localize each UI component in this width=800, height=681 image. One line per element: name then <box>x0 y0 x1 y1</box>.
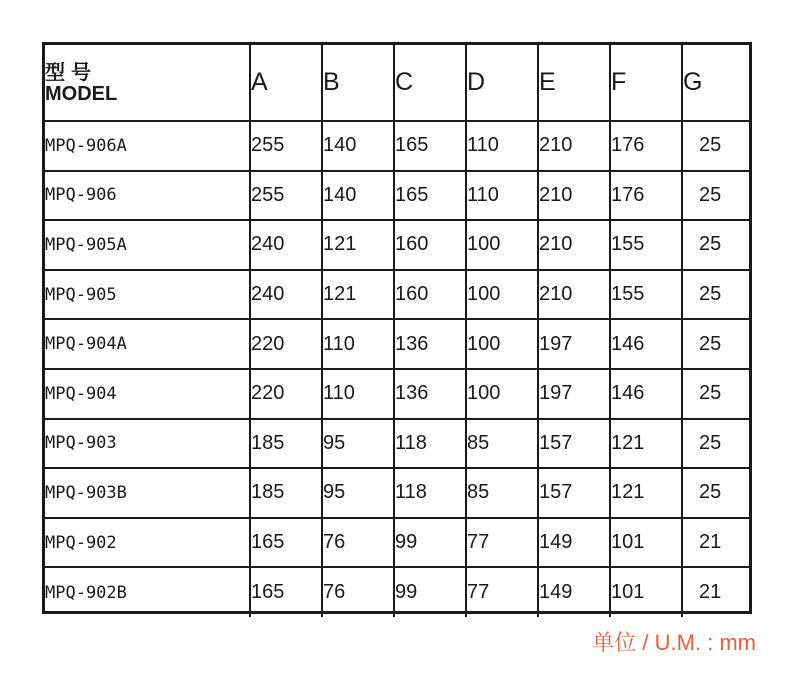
value-cell-g: 25 <box>682 369 749 419</box>
value-cell-c: 118 <box>394 468 466 518</box>
value-cell-e: 210 <box>538 171 610 221</box>
value-cell-b: 140 <box>322 171 394 221</box>
value-cell-b: 76 <box>322 567 394 617</box>
model-cell: MPQ-905A <box>45 220 250 270</box>
value-cell-b: 121 <box>322 270 394 320</box>
value-cell-f: 155 <box>610 270 682 320</box>
value-cell-d: 85 <box>466 419 538 469</box>
value-cell-c: 160 <box>394 220 466 270</box>
value-cell-b: 121 <box>322 220 394 270</box>
value-cell-c: 165 <box>394 121 466 171</box>
model-header-english: MODEL <box>45 82 118 105</box>
value-cell-b: 110 <box>322 319 394 369</box>
value-cell-d: 110 <box>466 121 538 171</box>
value-cell-a: 240 <box>250 220 322 270</box>
model-cell: MPQ-902B <box>45 567 250 617</box>
model-cell: MPQ-904A <box>45 319 250 369</box>
value-cell-e: 149 <box>538 567 610 617</box>
value-cell-a: 185 <box>250 468 322 518</box>
value-cell-e: 210 <box>538 270 610 320</box>
value-cell-e: 157 <box>538 468 610 518</box>
value-cell-b: 95 <box>322 468 394 518</box>
unit-note: 单位 / U.M. : mm <box>592 630 756 655</box>
value-cell-e: 197 <box>538 369 610 419</box>
model-cell: MPQ-904 <box>45 369 250 419</box>
value-cell-b: 110 <box>322 369 394 419</box>
value-cell-d: 77 <box>466 567 538 617</box>
value-cell-b: 140 <box>322 121 394 171</box>
value-cell-g: 25 <box>682 319 749 369</box>
value-cell-a: 165 <box>250 518 322 568</box>
model-cell: MPQ-905 <box>45 270 250 320</box>
value-cell-g: 21 <box>682 567 749 617</box>
value-cell-e: 197 <box>538 319 610 369</box>
value-cell-f: 121 <box>610 419 682 469</box>
table-row <box>45 419 749 469</box>
model-column-header <box>45 45 250 121</box>
table-row <box>45 220 749 270</box>
value-cell-e: 210 <box>538 220 610 270</box>
model-dimension-table-frame <box>42 42 752 614</box>
value-cell-d: 77 <box>466 518 538 568</box>
column-header-b: B <box>322 45 394 121</box>
model-cell: MPQ-906A <box>45 121 250 171</box>
table-row <box>45 171 749 221</box>
value-cell-g: 25 <box>682 121 749 171</box>
value-cell-e: 157 <box>538 419 610 469</box>
table-header-row <box>45 45 749 121</box>
value-cell-c: 136 <box>394 369 466 419</box>
value-cell-f: 146 <box>610 369 682 419</box>
value-cell-d: 100 <box>466 369 538 419</box>
value-cell-f: 121 <box>610 468 682 518</box>
value-cell-g: 25 <box>682 171 749 221</box>
value-cell-a: 220 <box>250 319 322 369</box>
value-cell-c: 160 <box>394 270 466 320</box>
value-cell-a: 165 <box>250 567 322 617</box>
value-cell-f: 155 <box>610 220 682 270</box>
value-cell-f: 101 <box>610 567 682 617</box>
table-row <box>45 468 749 518</box>
value-cell-d: 85 <box>466 468 538 518</box>
model-cell: MPQ-903B <box>45 468 250 518</box>
value-cell-e: 149 <box>538 518 610 568</box>
value-cell-c: 99 <box>394 567 466 617</box>
value-cell-c: 136 <box>394 319 466 369</box>
column-header-c: C <box>394 45 466 121</box>
table-row <box>45 319 749 369</box>
value-cell-c: 99 <box>394 518 466 568</box>
value-cell-a: 240 <box>250 270 322 320</box>
value-cell-g: 25 <box>682 220 749 270</box>
model-header-chinese: 型号 <box>45 59 97 84</box>
value-cell-d: 110 <box>466 171 538 221</box>
model-cell: MPQ-906 <box>45 171 250 221</box>
value-cell-c: 118 <box>394 419 466 469</box>
table-row <box>45 567 749 617</box>
value-cell-f: 101 <box>610 518 682 568</box>
value-cell-a: 255 <box>250 171 322 221</box>
column-header-a: A <box>250 45 322 121</box>
value-cell-g: 25 <box>682 270 749 320</box>
column-header-e: E <box>538 45 610 121</box>
value-cell-g: 25 <box>682 468 749 518</box>
value-cell-f: 176 <box>610 121 682 171</box>
value-cell-b: 95 <box>322 419 394 469</box>
value-cell-a: 220 <box>250 369 322 419</box>
value-cell-f: 146 <box>610 319 682 369</box>
value-cell-f: 176 <box>610 171 682 221</box>
model-dimension-table <box>45 45 749 617</box>
table-body <box>45 121 749 617</box>
value-cell-d: 100 <box>466 270 538 320</box>
value-cell-g: 21 <box>682 518 749 568</box>
column-header-d: D <box>466 45 538 121</box>
table-row <box>45 518 749 568</box>
value-cell-a: 185 <box>250 419 322 469</box>
table-row <box>45 369 749 419</box>
table-row <box>45 121 749 171</box>
value-cell-d: 100 <box>466 319 538 369</box>
value-cell-e: 210 <box>538 121 610 171</box>
value-cell-c: 165 <box>394 171 466 221</box>
column-header-g: G <box>682 45 749 121</box>
value-cell-d: 100 <box>466 220 538 270</box>
model-cell: MPQ-902 <box>45 518 250 568</box>
value-cell-b: 76 <box>322 518 394 568</box>
value-cell-a: 255 <box>250 121 322 171</box>
table-row <box>45 270 749 320</box>
value-cell-g: 25 <box>682 419 749 469</box>
model-cell: MPQ-903 <box>45 419 250 469</box>
column-header-f: F <box>610 45 682 121</box>
